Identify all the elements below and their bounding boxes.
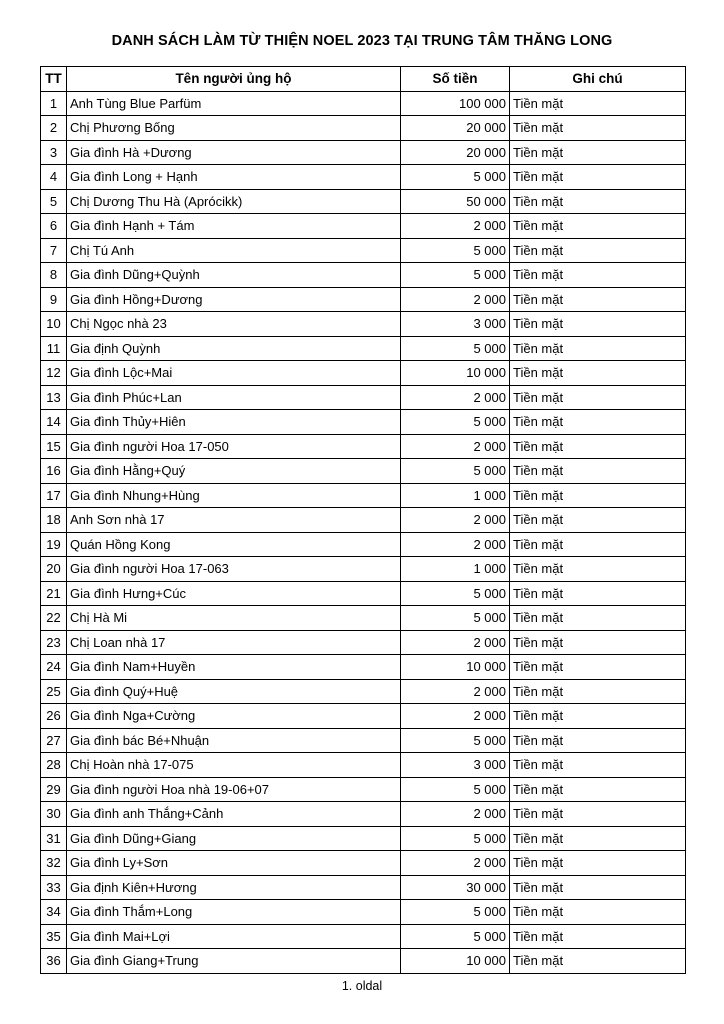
table-row <box>41 483 686 508</box>
column-header-name: Tên người ủng hộ <box>67 67 401 92</box>
table-row <box>41 140 686 165</box>
donor-name: Gia đình người Hoa 17-063 <box>67 557 401 582</box>
table-row <box>41 606 686 631</box>
table-row <box>41 165 686 190</box>
column-header-note: Ghi chú <box>510 67 686 92</box>
donor-name: Gia đình Giang+Trung <box>67 949 401 974</box>
row-number: 34 <box>41 900 67 925</box>
table-row <box>41 581 686 606</box>
table-row <box>41 851 686 876</box>
donor-name: Gia đình Dũng+Giang <box>67 826 401 851</box>
payment-note: Tiền mặt <box>510 753 686 778</box>
donor-name: Gia đình Hồng+Dương <box>67 287 401 312</box>
donation-amount: 10 000 <box>401 361 510 386</box>
donation-amount: 5 000 <box>401 410 510 435</box>
payment-note: Tiền mặt <box>510 826 686 851</box>
donor-name: Gia đình người Hoa nhà 19-06+07 <box>67 777 401 802</box>
table-row <box>41 116 686 141</box>
donor-name: Gia đình Hà +Dương <box>67 140 401 165</box>
donor-name: Quán Hồng Kong <box>67 532 401 557</box>
payment-note: Tiền mặt <box>510 312 686 337</box>
donation-amount: 5 000 <box>401 165 510 190</box>
row-number: 11 <box>41 336 67 361</box>
table-row <box>41 900 686 925</box>
donor-name: Gia định Quỳnh <box>67 336 401 361</box>
donor-name: Anh Sơn nhà 17 <box>67 508 401 533</box>
donor-name: Gia đình bác Bé+Nhuận <box>67 728 401 753</box>
donation-amount: 50 000 <box>401 189 510 214</box>
row-number: 14 <box>41 410 67 435</box>
donor-table <box>40 66 686 974</box>
payment-note: Tiền mặt <box>510 410 686 435</box>
donation-amount: 5 000 <box>401 900 510 925</box>
column-header-amount: Số tiền <box>401 67 510 92</box>
table-row <box>41 655 686 680</box>
donor-name: Gia đình Dũng+Quỳnh <box>67 263 401 288</box>
table-row <box>41 704 686 729</box>
donor-name: Gia đình Thắm+Long <box>67 900 401 925</box>
page-title: DANH SÁCH LÀM TỪ THIỆN NOEL 2023 TẠI TRUNG TÂM THĂNG LONG <box>111 33 613 49</box>
table-row <box>41 924 686 949</box>
row-number: 7 <box>41 238 67 263</box>
donation-amount: 5 000 <box>401 263 510 288</box>
donation-amount: 2 000 <box>401 214 510 239</box>
donor-name: Gia đình Mai+Lợi <box>67 924 401 949</box>
payment-note: Tiền mặt <box>510 459 686 484</box>
table-row <box>41 532 686 557</box>
payment-note: Tiền mặt <box>510 532 686 557</box>
table-row <box>41 189 686 214</box>
donation-amount: 2 000 <box>401 802 510 827</box>
donor-name: Gia định Kiên+Hương <box>67 875 401 900</box>
donor-name: Chị Phương Bống <box>67 116 401 141</box>
table-row <box>41 802 686 827</box>
table-row <box>41 630 686 655</box>
payment-note: Tiền mặt <box>510 165 686 190</box>
donation-amount: 5 000 <box>401 826 510 851</box>
row-number: 12 <box>41 361 67 386</box>
row-number: 25 <box>41 679 67 704</box>
row-number: 23 <box>41 630 67 655</box>
table-row <box>41 361 686 386</box>
table-row <box>41 434 686 459</box>
table-body <box>41 91 686 973</box>
donation-amount: 3 000 <box>401 753 510 778</box>
payment-note: Tiền mặt <box>510 900 686 925</box>
donation-amount: 5 000 <box>401 606 510 631</box>
table-row <box>41 263 686 288</box>
table-row <box>41 777 686 802</box>
donor-name: Chị Dương Thu Hà (Aprócikk) <box>67 189 401 214</box>
table-row <box>41 410 686 435</box>
donation-amount: 100 000 <box>401 91 510 116</box>
donor-name: Gia đình Nam+Huyền <box>67 655 401 680</box>
row-number: 19 <box>41 532 67 557</box>
donor-name: Gia đình Nhung+Hùng <box>67 483 401 508</box>
row-number: 27 <box>41 728 67 753</box>
table-row <box>41 336 686 361</box>
row-number: 18 <box>41 508 67 533</box>
row-number: 33 <box>41 875 67 900</box>
donor-name: Chị Ngọc nhà 23 <box>67 312 401 337</box>
donation-amount: 1 000 <box>401 483 510 508</box>
payment-note: Tiền mặt <box>510 557 686 582</box>
row-number: 32 <box>41 851 67 876</box>
payment-note: Tiền mặt <box>510 91 686 116</box>
donation-amount: 5 000 <box>401 336 510 361</box>
table-row <box>41 826 686 851</box>
table-row <box>41 459 686 484</box>
payment-note: Tiền mặt <box>510 728 686 753</box>
payment-note: Tiền mặt <box>510 679 686 704</box>
row-number: 13 <box>41 385 67 410</box>
donation-amount: 2 000 <box>401 434 510 459</box>
row-number: 3 <box>41 140 67 165</box>
row-number: 20 <box>41 557 67 582</box>
donation-amount: 5 000 <box>401 777 510 802</box>
row-number: 16 <box>41 459 67 484</box>
payment-note: Tiền mặt <box>510 385 686 410</box>
donation-amount: 2 000 <box>401 851 510 876</box>
donor-name: Gia đình Quý+Huệ <box>67 679 401 704</box>
table-row <box>41 753 686 778</box>
payment-note: Tiền mặt <box>510 189 686 214</box>
table-row <box>41 385 686 410</box>
row-number: 36 <box>41 949 67 974</box>
donation-amount: 3 000 <box>401 312 510 337</box>
row-number: 1 <box>41 91 67 116</box>
donation-amount: 2 000 <box>401 679 510 704</box>
payment-note: Tiền mặt <box>510 483 686 508</box>
row-number: 5 <box>41 189 67 214</box>
row-number: 2 <box>41 116 67 141</box>
donor-name: Gia đình Phúc+Lan <box>67 385 401 410</box>
table-row <box>41 287 686 312</box>
payment-note: Tiền mặt <box>510 287 686 312</box>
donation-amount: 10 000 <box>401 655 510 680</box>
payment-note: Tiền mặt <box>510 924 686 949</box>
row-number: 22 <box>41 606 67 631</box>
row-number: 9 <box>41 287 67 312</box>
payment-note: Tiền mặt <box>510 630 686 655</box>
donor-name: Gia đình Hằng+Quý <box>67 459 401 484</box>
donation-amount: 20 000 <box>401 140 510 165</box>
donation-amount: 10 000 <box>401 949 510 974</box>
row-number: 24 <box>41 655 67 680</box>
row-number: 35 <box>41 924 67 949</box>
payment-note: Tiền mặt <box>510 434 686 459</box>
donor-name: Gia đình anh Thắng+Cảnh <box>67 802 401 827</box>
donor-name: Gia đình Long + Hạnh <box>67 165 401 190</box>
donation-amount: 2 000 <box>401 704 510 729</box>
row-number: 29 <box>41 777 67 802</box>
table-row <box>41 508 686 533</box>
payment-note: Tiền mặt <box>510 214 686 239</box>
table-row <box>41 91 686 116</box>
table-row <box>41 557 686 582</box>
row-number: 26 <box>41 704 67 729</box>
donation-amount: 20 000 <box>401 116 510 141</box>
donation-amount: 2 000 <box>401 508 510 533</box>
table-row <box>41 679 686 704</box>
donor-name: Gia đình Ly+Sơn <box>67 851 401 876</box>
row-number: 17 <box>41 483 67 508</box>
donation-amount: 2 000 <box>401 532 510 557</box>
column-header-tt: TT <box>41 67 67 92</box>
payment-note: Tiền mặt <box>510 606 686 631</box>
donor-name: Gia đình Nga+Cường <box>67 704 401 729</box>
donation-amount: 5 000 <box>401 459 510 484</box>
payment-note: Tiền mặt <box>510 777 686 802</box>
donor-name: Anh Tùng Blue Parfüm <box>67 91 401 116</box>
row-number: 6 <box>41 214 67 239</box>
payment-note: Tiền mặt <box>510 581 686 606</box>
row-number: 15 <box>41 434 67 459</box>
row-number: 8 <box>41 263 67 288</box>
donation-amount: 5 000 <box>401 238 510 263</box>
table-row <box>41 875 686 900</box>
page-footer: 1. oldal <box>341 979 383 993</box>
payment-note: Tiền mặt <box>510 238 686 263</box>
donor-name: Chị Hà Mi <box>67 606 401 631</box>
donor-name: Gia đình Hạnh + Tám <box>67 214 401 239</box>
donation-amount: 1 000 <box>401 557 510 582</box>
payment-note: Tiền mặt <box>510 704 686 729</box>
donor-name: Gia đình Thủy+Hiên <box>67 410 401 435</box>
payment-note: Tiền mặt <box>510 802 686 827</box>
donation-amount: 2 000 <box>401 630 510 655</box>
donor-name: Chị Hoàn nhà 17-075 <box>67 753 401 778</box>
donor-name: Gia đình Lộc+Mai <box>67 361 401 386</box>
table-row <box>41 214 686 239</box>
table-header-row <box>41 67 686 92</box>
row-number: 28 <box>41 753 67 778</box>
donation-amount: 30 000 <box>401 875 510 900</box>
payment-note: Tiền mặt <box>510 116 686 141</box>
donation-amount: 5 000 <box>401 728 510 753</box>
donor-name: Chị Tú Anh <box>67 238 401 263</box>
row-number: 21 <box>41 581 67 606</box>
payment-note: Tiền mặt <box>510 336 686 361</box>
payment-note: Tiền mặt <box>510 949 686 974</box>
donor-name: Chị Loan nhà 17 <box>67 630 401 655</box>
donation-amount: 2 000 <box>401 385 510 410</box>
table-row <box>41 312 686 337</box>
table-row <box>41 238 686 263</box>
table-row <box>41 728 686 753</box>
donation-amount: 5 000 <box>401 581 510 606</box>
row-number: 10 <box>41 312 67 337</box>
payment-note: Tiền mặt <box>510 140 686 165</box>
row-number: 4 <box>41 165 67 190</box>
donor-name: Gia đình Hưng+Cúc <box>67 581 401 606</box>
payment-note: Tiền mặt <box>510 361 686 386</box>
table-row <box>41 949 686 974</box>
payment-note: Tiền mặt <box>510 508 686 533</box>
payment-note: Tiền mặt <box>510 851 686 876</box>
row-number: 30 <box>41 802 67 827</box>
donor-name: Gia đình người Hoa 17-050 <box>67 434 401 459</box>
row-number: 31 <box>41 826 67 851</box>
payment-note: Tiền mặt <box>510 263 686 288</box>
donation-amount: 5 000 <box>401 924 510 949</box>
payment-note: Tiền mặt <box>510 875 686 900</box>
donation-amount: 2 000 <box>401 287 510 312</box>
payment-note: Tiền mặt <box>510 655 686 680</box>
